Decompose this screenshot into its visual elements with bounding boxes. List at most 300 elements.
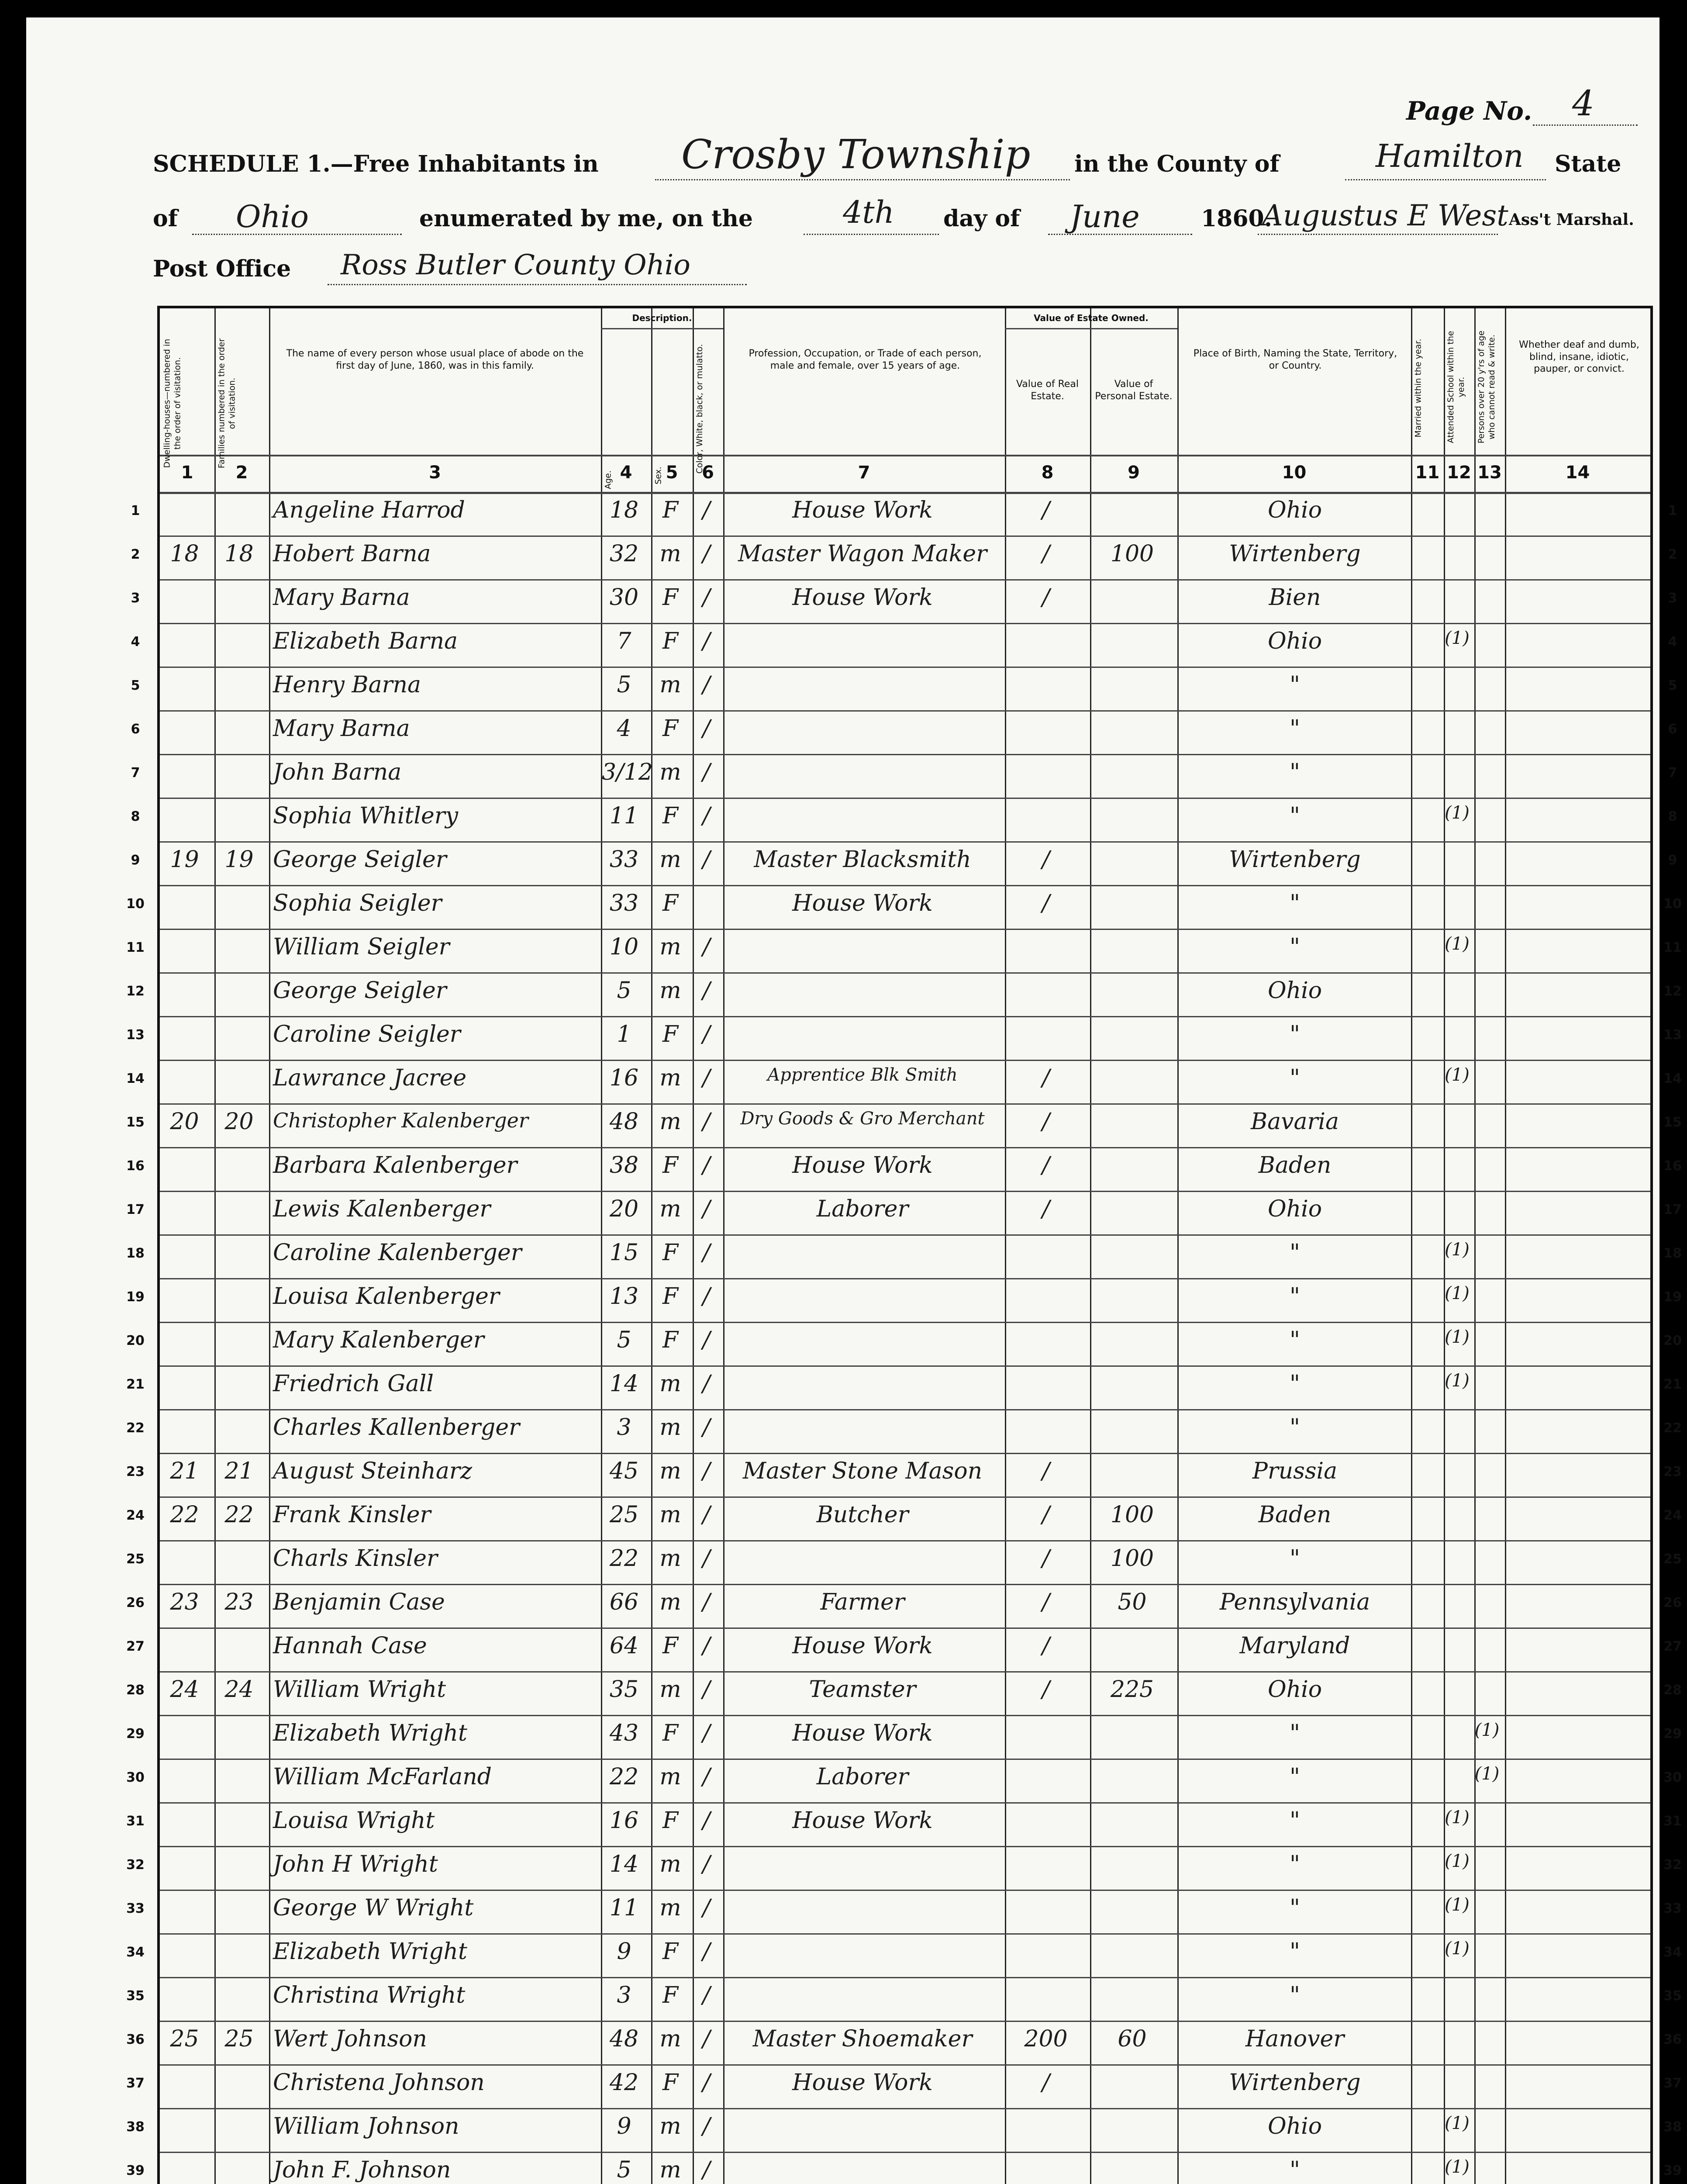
row-number-left: 5 [131,678,140,693]
birthplace: Maryland [1239,1633,1350,1659]
sex: F [662,1939,679,1965]
attended-school: (1) [1445,1240,1470,1260]
row-number-left: 39 [126,2163,145,2178]
color: / [702,1939,711,1965]
row-number-left: 1 [131,503,140,518]
real-estate-value: / [1042,497,1050,523]
column-number: 10 [1282,463,1307,483]
sex: F [662,715,679,742]
row-number-left: 13 [126,1027,145,1043]
person-name: Christena Johnson [273,2070,485,2096]
attended-school: (1) [1445,934,1470,954]
row-number-left: 38 [126,2119,145,2135]
birthplace: " [1290,1283,1300,1310]
row-number-right: 4 [1668,634,1677,650]
of-label: of [153,205,178,232]
dwelling-number: 20 [170,1109,199,1135]
birthplace: " [1290,803,1300,829]
row-number-left: 25 [126,1552,145,1567]
age: 13 [609,1283,639,1310]
row-number-right: 8 [1668,809,1677,824]
sex: m [659,1458,681,1484]
personal-estate-value: 100 [1110,541,1154,567]
person-name: William Johnson [273,2113,459,2139]
sex: m [659,1764,681,1790]
row-divider [160,1715,1650,1716]
age: 15 [609,1240,639,1266]
column-number: 7 [858,463,870,483]
age: 35 [609,1676,639,1703]
occupation: House Work [792,1720,933,1746]
description-group-header: Description. [632,313,692,323]
dwelling-number: 19 [170,847,199,873]
row-divider [160,885,1650,886]
column-number: 1 [181,463,193,483]
post-office-value: Ross Butler County Ohio [341,249,690,281]
attended-school: (1) [1445,1939,1470,1959]
age: 22 [609,1764,639,1790]
color: / [702,759,711,785]
real-estate-value: / [1042,890,1050,916]
sex: F [662,890,679,916]
person-name: Charles Kallenberger [273,1414,520,1441]
row-number-right: 18 [1663,1246,1682,1261]
age: 14 [609,1851,639,1877]
birthplace: Wirtenberg [1229,541,1361,567]
month-line [1048,234,1192,235]
person-name: William Seigler [273,934,450,960]
real-estate-value: / [1042,1109,1050,1135]
column-divider [723,308,724,2184]
page-number: 4 [1572,83,1594,124]
row-number-right: 1 [1668,503,1677,518]
personal-estate-value: 100 [1110,1502,1154,1528]
age: 33 [609,847,639,873]
color: / [702,1283,711,1310]
post-office-line [328,284,747,285]
column-header-1: Dwelling-houses—numbered in the order of visitation. [162,339,182,468]
row-number-left: 26 [126,1595,145,1610]
color: / [702,1807,711,1834]
family-number: 21 [224,1458,254,1484]
color: / [702,1021,711,1047]
birthplace: " [1290,1327,1300,1353]
family-number: 22 [224,1502,254,1528]
column-divider [1090,308,1091,2184]
row-number-left: 11 [126,940,145,955]
row-divider [160,972,1650,974]
row-divider [160,1453,1650,1454]
color: / [702,2113,711,2139]
age: 5 [617,978,631,1004]
row-number-right: 16 [1663,1158,1682,1174]
sex: m [659,1502,681,1528]
column-number: 6 [702,463,714,483]
attended-school: (1) [1445,803,1470,823]
occupation: House Work [792,2070,933,2096]
column-number: 8 [1041,463,1054,483]
row-number-left: 34 [126,1945,145,1960]
person-name: Benjamin Case [273,1589,445,1615]
age: 18 [609,497,639,523]
birthplace: Ohio [1267,1676,1322,1703]
dwelling-number: 23 [170,1589,199,1615]
birthplace: " [1290,1807,1300,1834]
attended-school: (1) [1445,1851,1470,1871]
sex: m [659,1065,681,1091]
row-divider [160,1234,1650,1236]
row-number-left: 37 [126,2076,145,2091]
person-name: Angeline Harrod [273,497,465,523]
row-number-right: 36 [1663,2032,1682,2047]
row-number-right: 17 [1663,1202,1682,1217]
occupation: Teamster [809,1676,916,1703]
row-number-right: 11 [1663,940,1682,955]
person-name: George Seigler [273,847,447,873]
county: Hamilton [1376,138,1524,174]
color: / [702,1589,711,1615]
real-estate-value: / [1042,1545,1050,1572]
color: / [702,1545,711,1572]
column-number: 4 [620,463,632,483]
occupation: Apprentice Blk Smith [767,1065,958,1085]
cannot-read-write: (1) [1474,1720,1500,1740]
row-number-right: 39 [1663,2163,1682,2178]
cannot-read-write: (1) [1474,1764,1500,1784]
family-number: 20 [224,1109,254,1135]
person-name: Elizabeth Wright [273,1720,467,1746]
row-divider [160,2152,1650,2153]
row-number-right: 21 [1663,1377,1682,1392]
row-number-right: 9 [1668,853,1677,868]
birthplace: " [1290,1764,1300,1790]
row-number-left: 29 [126,1726,145,1742]
real-estate-value: / [1042,1152,1050,1178]
schedule-label: SCHEDULE 1.—Free Inhabitants in [153,151,599,177]
sex: m [659,1895,681,1921]
column-number: 12 [1447,463,1471,483]
person-name: Elizabeth Wright [273,1939,467,1965]
person-name: Frank Kinsler [273,1502,431,1528]
person-name: Christopher Kalenberger [273,1109,528,1132]
birthplace: " [1290,890,1300,916]
state-value: Ohio [236,199,309,235]
day-label: day of [943,205,1020,232]
column-divider [1177,308,1179,2184]
sex: F [662,1720,679,1746]
person-name: Mary Barna [273,584,410,611]
sex: m [659,1196,681,1222]
sex: F [662,1807,679,1834]
attended-school: (1) [1445,1283,1470,1303]
county-label: in the County of [1074,151,1280,177]
row-number-left: 19 [126,1289,145,1305]
occupation: House Work [792,497,933,523]
real-estate-value: / [1042,584,1050,611]
real-estate-value: / [1042,1196,1050,1222]
row-divider [160,2064,1650,2066]
row-number-right: 12 [1663,984,1682,999]
column-header-6: Color, White, black, or mulatto. [695,344,704,474]
birthplace: " [1290,1065,1300,1091]
birthplace: " [1290,1895,1300,1921]
birthplace: Baden [1258,1152,1332,1178]
column-divider [1474,308,1476,2184]
row-number-left: 17 [126,1202,145,1217]
person-name: Friedrich Gall [273,1371,434,1397]
birthplace: " [1290,1021,1300,1047]
row-number-right: 15 [1663,1115,1682,1130]
row-number-right: 29 [1663,1726,1682,1742]
row-number-right: 30 [1663,1770,1682,1785]
row-number-right: 23 [1663,1464,1682,1479]
family-number: 24 [224,1676,254,1703]
occupation: Master Shoemaker [752,2026,973,2052]
sex: m [659,2026,681,2052]
occupation: Butcher [816,1502,909,1528]
row-divider [160,623,1650,624]
sex: m [659,2157,681,2183]
birthplace: Ohio [1267,978,1322,1004]
row-divider [160,1409,1650,1410]
row-number-left: 9 [131,853,140,868]
age: 48 [609,2026,639,2052]
row-number-left: 31 [126,1814,145,1829]
column-divider [651,308,652,2184]
row-number-left: 23 [126,1464,145,1479]
row-number-left: 33 [126,1901,145,1916]
row-number-right: 5 [1668,678,1677,693]
age: 33 [609,890,639,916]
sex: m [659,1371,681,1397]
birthplace: " [1290,672,1300,698]
row-divider [160,1496,1650,1498]
birthplace: Ohio [1267,628,1322,654]
year-label: 1860. [1201,205,1272,232]
birthplace: Ohio [1267,1196,1322,1222]
birthplace: " [1290,934,1300,960]
row-number-left: 18 [126,1246,145,1261]
row-number-right: 6 [1668,722,1677,737]
birthplace: " [1290,1851,1300,1877]
row-number-left: 15 [126,1115,145,1130]
column-header-8: Value of Real Estate. [1016,379,1079,402]
row-number-right: 14 [1663,1071,1682,1086]
birthplace: " [1290,1240,1300,1266]
column-number: 9 [1128,463,1140,483]
sex: m [659,2113,681,2139]
row-number-right: 10 [1663,896,1682,912]
real-estate-value: / [1042,1458,1050,1484]
column-divider [1505,308,1506,2184]
color: / [702,628,711,654]
dwelling-number: 21 [170,1458,199,1484]
age: 5 [617,1327,631,1353]
row-number-right: 2 [1668,547,1677,562]
row-number-right: 27 [1663,1639,1682,1654]
real-estate-value: / [1042,1502,1050,1528]
row-divider [160,710,1650,712]
sex: F [662,1633,679,1659]
sex: m [659,1545,681,1572]
sex: F [662,497,679,523]
column-divider [1411,308,1412,2184]
birthplace: Hanover [1245,2026,1345,2052]
row-number-right: 33 [1663,1901,1682,1916]
row-divider [160,1191,1650,1192]
real-estate-value: / [1042,1676,1050,1703]
sex: m [659,672,681,698]
person-name: August Steinharz [273,1458,473,1484]
color: / [702,1676,711,1703]
birthplace: " [1290,1371,1300,1397]
county-line [1345,179,1546,180]
row-divider [160,754,1650,755]
row-number-right: 22 [1663,1420,1682,1436]
personal-estate-value: 60 [1118,2026,1147,2052]
occupation: Master Wagon Maker [738,541,987,567]
column-header-9: Value of Personal Estate. [1095,379,1173,402]
attended-school: (1) [1445,628,1470,648]
group-divider [601,328,723,329]
age: 5 [617,672,631,698]
marshal-name: Augustus E West [1262,199,1508,232]
real-estate-value: / [1042,1065,1050,1091]
birthplace: " [1290,1414,1300,1441]
age: 32 [609,541,639,567]
color: / [702,847,711,873]
birthplace: " [1290,1982,1300,2008]
occupation: Farmer [820,1589,905,1615]
attended-school: (1) [1445,2157,1470,2177]
column-header-13: Persons over 20 y'rs of age who cannot read & write. [1477,330,1497,444]
column-number: 11 [1415,463,1440,483]
row-number-left: 36 [126,2032,145,2047]
row-divider [160,1322,1650,1323]
birthplace: " [1290,759,1300,785]
row-divider [160,1759,1650,1760]
row-number-right: 25 [1663,1552,1682,1567]
age: 25 [609,1502,639,1528]
person-name: Barbara Kalenberger [273,1152,517,1178]
occupation: Master Stone Mason [742,1458,983,1484]
age: 22 [609,1545,639,1572]
age: 4 [617,715,631,742]
color: / [702,1764,711,1790]
row-number-left: 4 [131,634,140,650]
birthplace: Baden [1258,1502,1332,1528]
person-name: Wert Johnson [273,2026,427,2052]
color: / [702,1065,711,1091]
row-divider [160,2021,1650,2022]
row-number-right: 31 [1663,1814,1682,1829]
occupation: Master Blacksmith [754,847,971,873]
color: / [702,978,711,1004]
person-name: Elizabeth Barna [273,628,458,654]
color: / [702,1895,711,1921]
attended-school: (1) [1445,1327,1470,1347]
person-name: John Barna [273,759,402,785]
column-number: 2 [235,463,248,483]
age: 9 [617,1939,631,1965]
color: / [702,672,711,698]
enumerated-label: enumerated by me, on the [419,205,753,232]
age: 16 [609,1807,639,1834]
color: / [702,2070,711,2096]
row-number-left: 2 [131,547,140,562]
color: / [702,934,711,960]
row-number-right: 32 [1663,1857,1682,1873]
occupation: House Work [792,890,933,916]
person-name: Lawrance Jacree [273,1065,467,1091]
birthplace: Ohio [1267,2113,1322,2139]
row-number-left: 24 [126,1508,145,1523]
age: 11 [609,1895,639,1921]
occupation: Laborer [816,1196,909,1222]
estate-group-header: Value of Estate Owned. [1034,313,1149,323]
person-name: John H Wright [273,1851,438,1877]
column-header-4: Age. [603,470,613,489]
color: / [702,1720,711,1746]
color: / [702,1851,711,1877]
color: / [702,1371,711,1397]
column-number: 14 [1565,463,1590,483]
birthplace: Prussia [1252,1458,1338,1484]
row-divider [160,2108,1650,2109]
sex: m [659,541,681,567]
row-divider [160,667,1650,668]
row-number-left: 20 [126,1333,145,1348]
sex: F [662,1021,679,1047]
age: 66 [609,1589,639,1615]
attended-school: (1) [1445,1371,1470,1391]
occupation: House Work [792,1633,933,1659]
sex: F [662,584,679,611]
occupation: House Work [792,1152,933,1178]
occupation: House Work [792,1807,933,1834]
row-divider [160,1060,1650,1061]
day-line [804,234,939,235]
birthplace: " [1290,2157,1300,2183]
age: 9 [617,2113,631,2139]
color: / [702,1458,711,1484]
age: 14 [609,1371,639,1397]
column-header-11: Married within the year. [1413,339,1423,438]
color: / [702,1502,711,1528]
township-line [655,179,1070,180]
personal-estate-value: 50 [1118,1589,1147,1615]
age: 11 [609,803,639,829]
sex: F [662,1982,679,2008]
sex: m [659,847,681,873]
row-number-right: 3 [1668,591,1677,606]
row-divider [160,1628,1650,1629]
person-name: Sophia Seigler [273,890,442,916]
real-estate-value: / [1042,541,1050,567]
real-estate-value: / [1042,2070,1050,2096]
birthplace: Wirtenberg [1229,2070,1361,2096]
row-number-left: 10 [126,896,145,912]
birthplace: Bavaria [1250,1109,1339,1135]
sex: F [662,1240,679,1266]
age: 3/12 [602,759,653,785]
row-number-left: 7 [131,765,140,781]
person-name: Mary Barna [273,715,410,742]
column-divider [269,308,270,2184]
sex: F [662,1152,679,1178]
month-value: June [1070,199,1140,235]
marshal-line [1258,234,1498,235]
